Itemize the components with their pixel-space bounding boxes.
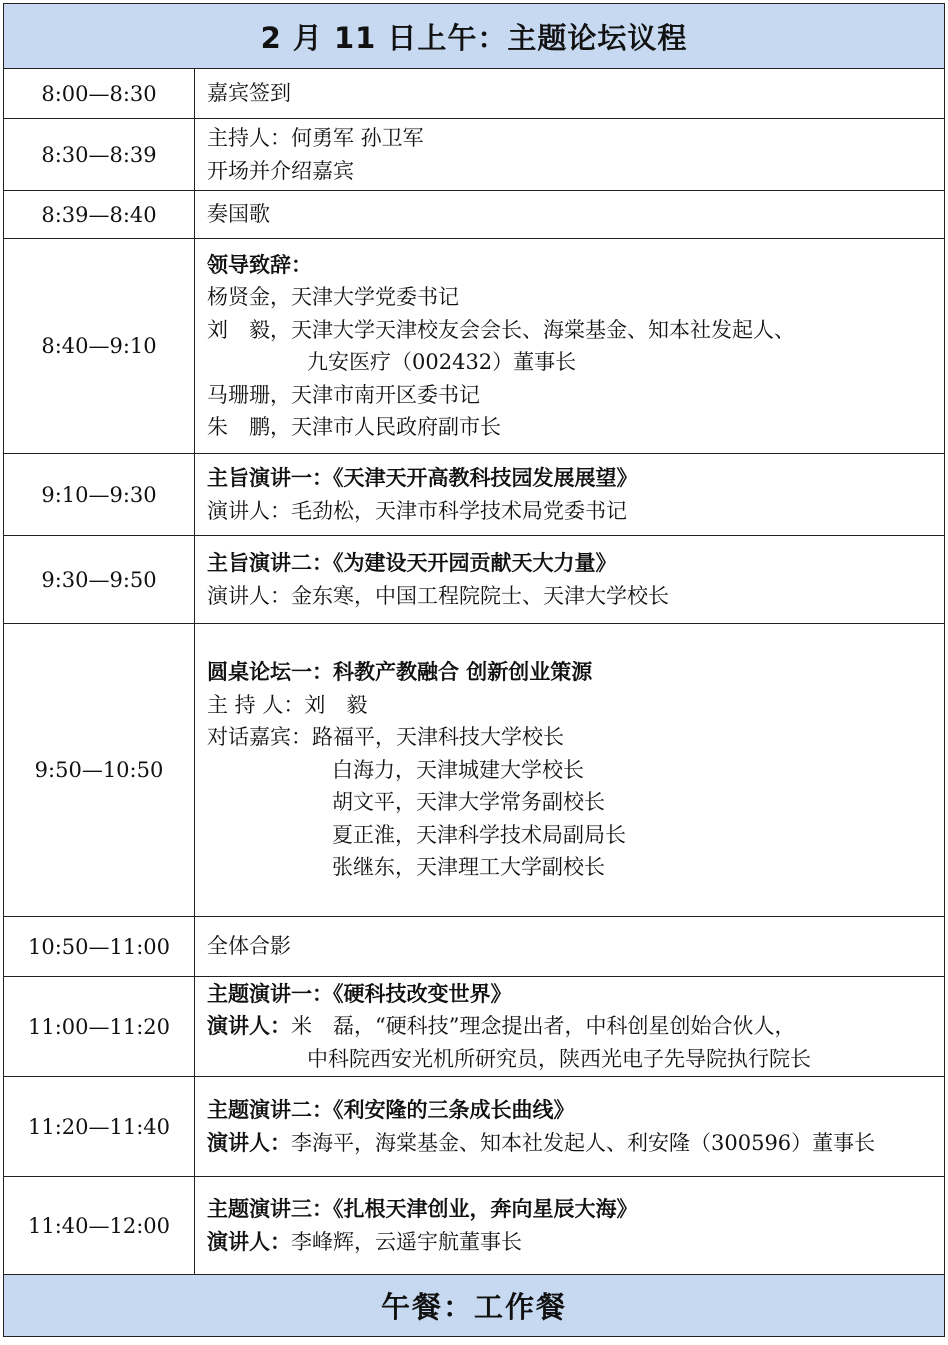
speaker-line-cont: 九安医疗（002432）董事长 [307,350,577,374]
desc-cell [195,119,945,191]
speaker-line [207,1127,944,1160]
table-header-row [4,4,945,69]
desc-line: 奏国歌 [207,202,270,227]
desc-line: 开场并介绍嘉宾 [207,158,354,183]
lunch-note: 午餐：工作餐 [4,1275,945,1337]
table-row [4,191,945,239]
talk-title: 主题演讲一：《硬科技改变世界》 [207,980,512,1006]
table-row [4,454,945,536]
table-row [4,1077,945,1177]
table-row [4,977,945,1077]
speaker-line-cont: 中科院西安光机所研究员，陕西光电子先导院执行院长 [307,1046,811,1071]
desc-line: 嘉宾签到 [207,81,291,106]
time-cell: 10:50—11:00 [4,917,195,977]
table-footer-row [4,1275,945,1337]
agenda-title: 2 月 11 日上午：主题论坛议程 [4,4,945,69]
speaker-line [207,1010,944,1043]
speaker-line: 马珊珊，天津市南开区委书记 [207,382,480,407]
time-cell: 11:20—11:40 [4,1077,195,1177]
time-cell: 8:39—8:40 [4,191,195,239]
table-row [4,239,945,454]
time-cell: 9:30—9:50 [4,536,195,624]
section-heading: 领导致辞： [207,251,312,277]
table-row [4,917,945,977]
time-cell: 11:40—12:00 [4,1177,195,1275]
desc-cell [195,191,945,239]
desc-cell [195,917,945,977]
desc-line: 全体合影 [207,934,291,959]
speaker-line: 朱 鹏，天津市人民政府副市长 [207,415,501,439]
desc-cell [195,239,945,454]
time-cell: 9:50—10:50 [4,624,195,917]
speaker-label: 演讲人： [207,1228,291,1254]
desc-cell [195,624,945,917]
time-cell: 11:00—11:20 [4,977,195,1077]
speaker-detail: 李峰辉，云遥宇航董事长 [291,1229,522,1254]
desc-cell [195,977,945,1077]
talk-title: 主旨演讲一：《天津天开高教科技园发展展望》 [207,465,638,490]
table-row [4,69,945,119]
speaker-line: 杨贤金，天津大学党委书记 [207,285,459,309]
guest-line: 对话嘉宾：路福平，天津科技大学校长 [207,725,564,750]
desc-cell [195,454,945,536]
talk-title: 主旨演讲二：《为建设天开园贡献天大力量》 [207,550,617,575]
guest-line: 胡文平，天津大学常务副校长 [332,790,605,815]
forum-title: 圆桌论坛一：科教产教融合 创新创业策源 [207,659,593,685]
desc-cell [195,69,945,119]
desc-cell [195,1077,945,1177]
guest-line: 张继东，天津理工大学副校长 [332,855,605,880]
speaker-line: 演讲人：金东寒，中国工程院院士、天津大学校长 [207,583,669,608]
speaker-detail: 李海平，海棠基金、知本社发起人、利安隆（300596）董事长 [291,1130,876,1155]
time-cell: 8:30—8:39 [4,119,195,191]
host-line: 主 持 人：刘 毅 [207,692,368,717]
speaker-label: 演讲人： [207,1013,291,1039]
time-cell: 8:00—8:30 [4,69,195,119]
talk-title: 主题演讲二：《利安隆的三条成长曲线》 [207,1097,575,1122]
agenda-table [3,3,945,1337]
guest-line: 白海力，天津城建大学校长 [332,757,584,782]
guest-line: 夏正淮，天津科学技术局副局长 [332,822,626,847]
time-cell: 8:40—9:10 [4,239,195,454]
speaker-line: 演讲人：毛劲松，天津市科学技术局党委书记 [207,498,627,523]
speaker-detail: 米 磊，“硬科技”理念提出者，中科创星创始合伙人， [291,1014,796,1039]
speaker-line [207,1226,944,1259]
table-row [4,1177,945,1275]
speaker-label: 演讲人： [207,1129,291,1155]
table-row [4,536,945,624]
desc-cell [195,1177,945,1275]
speaker-line: 刘 毅，天津大学天津校友会会长、海棠基金、知本社发起人、 [207,317,795,342]
desc-cell [195,536,945,624]
time-cell: 9:10—9:30 [4,454,195,536]
table-row [4,624,945,917]
table-row [4,119,945,191]
host-line: 主持人：何勇军 孙卫军 [207,126,424,150]
talk-title: 主题演讲三：《扎根天津创业，奔向星辰大海》 [207,1196,638,1221]
